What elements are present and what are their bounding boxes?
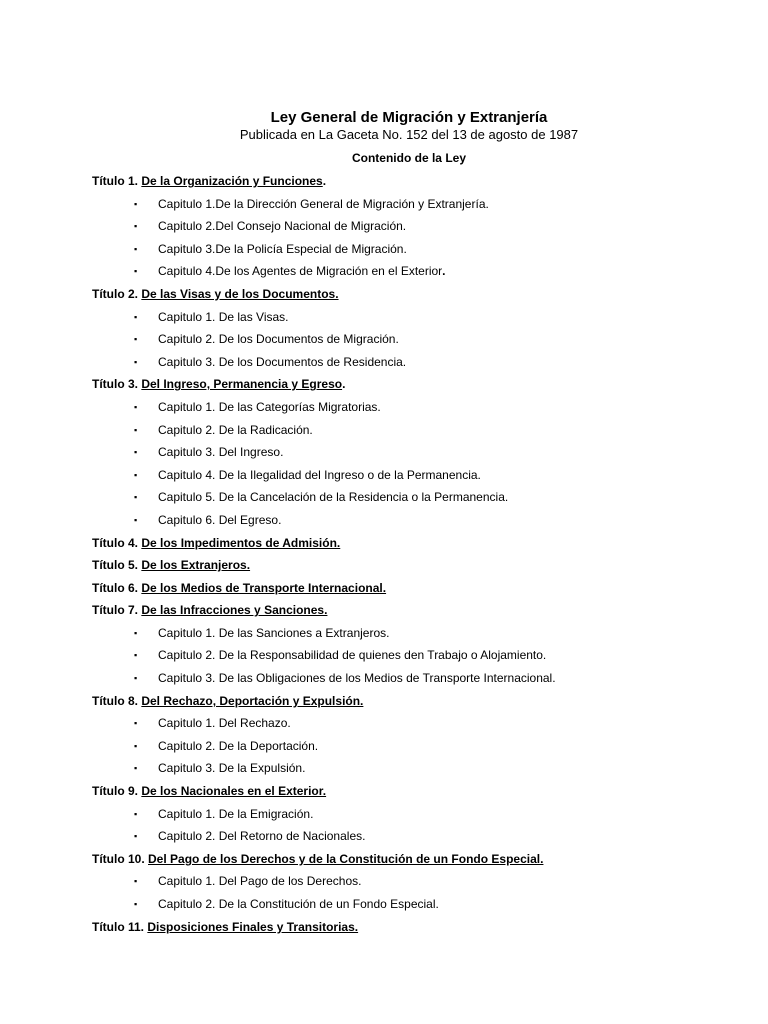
titulo-period: . (322, 174, 327, 188)
titulo-name: Del Pago de los Derechos y de la Constitución de un Fondo Especial. (148, 851, 544, 866)
capitulo-item (92, 509, 752, 532)
titulo-name: Disposiciones Finales y Transitorias. (147, 919, 359, 934)
titulo-heading (92, 916, 752, 939)
table-of-contents (92, 170, 752, 938)
square-bullet-icon: ▪ (134, 831, 138, 842)
titulo-heading (92, 373, 752, 396)
capitulo-text: Capitulo 2. De la Deportación. (158, 738, 319, 753)
titulo-heading (92, 848, 752, 871)
square-bullet-icon: ▪ (134, 334, 138, 345)
capitulo-item (92, 419, 752, 442)
capitulo-item (92, 441, 752, 464)
capitulo-item (92, 306, 752, 329)
square-bullet-icon: ▪ (134, 514, 138, 525)
capitulo-item (92, 351, 752, 374)
square-bullet-icon: ▪ (134, 899, 138, 909)
capitulo-item (92, 238, 752, 261)
document-subtitle: Publicada en La Gaceta No. 152 del 13 de agosto de 1987 (239, 127, 579, 142)
capitulo-text: Capitulo 2.Del Consejo Nacional de Migración. (158, 219, 407, 234)
capitulo-item (92, 735, 752, 758)
capitulo-item (92, 328, 752, 351)
square-bullet-icon: ▪ (134, 718, 138, 729)
capitulo-text: Capitulo 2. Del Retorno de Nacionales. (158, 829, 366, 844)
capitulo-text: Capitulo 1. De las Visas. (158, 309, 289, 324)
square-bullet-icon: ▪ (134, 401, 138, 412)
capitulo-text: Capitulo 3. De las Obligaciones de los Medios de Transporte Internacional. (158, 671, 556, 686)
capitulo-text: Capitulo 1.De la Dirección General de Migración y Extranjería. (158, 196, 489, 211)
titulo-name: De la Organización y Funciones (141, 174, 323, 188)
capitulo-item (92, 870, 752, 893)
titulo-label: Título 11. (92, 919, 148, 934)
capitulo-text: Capitulo 4.De los Agentes de Migración en el Exterior (158, 264, 443, 279)
square-bullet-icon: ▪ (134, 650, 138, 661)
capitulo-item (92, 825, 752, 848)
capitulo-text: Capitulo 2. De la Radicación. (158, 422, 313, 437)
square-bullet-icon: ▪ (134, 221, 138, 232)
capitulo-text: Capitulo 3. De los Documentos de Residencia. (158, 354, 407, 369)
capitulo-item (92, 215, 752, 238)
capitulo-text: Capitulo 1. Del Rechazo. (158, 716, 291, 731)
capitulo-item (92, 644, 752, 667)
titulo-label: Título 5. (92, 558, 142, 573)
square-bullet-icon: ▪ (134, 492, 138, 503)
capitulo-item (92, 260, 752, 283)
capitulo-text: Capitulo 3.De la Policía Especial de Migración. (158, 241, 407, 256)
square-bullet-icon: ▪ (134, 198, 138, 209)
square-bullet-icon: ▪ (134, 266, 138, 277)
capitulo-text: Capitulo 6. Del Egreso. (158, 512, 282, 527)
titulo-heading (92, 599, 752, 622)
titulo-label: Título 10. (92, 851, 149, 866)
capitulo-text: Capitulo 5. De la Cancelación de la Residencia o la Permanencia. (158, 490, 509, 505)
capitulo-item (92, 893, 752, 916)
capitulo-item (92, 464, 752, 487)
square-bullet-icon: ▪ (134, 243, 138, 254)
capitulo-period: . (442, 264, 446, 279)
capitulo-text: Capitulo 1. Del Pago de los Derechos. (158, 874, 362, 889)
titulo-heading (92, 780, 752, 803)
square-bullet-icon: ▪ (134, 356, 138, 367)
capitulo-text: Capitulo 1. De la Emigración. (158, 806, 314, 821)
square-bullet-icon: ▪ (134, 469, 138, 480)
capitulo-item (92, 396, 752, 419)
titulo-period: . (342, 377, 346, 392)
titulo-name: Del Rechazo, Deportación y Expulsión. (141, 693, 364, 708)
titulo-label: Título 2. (92, 286, 142, 301)
capitulo-item (92, 803, 752, 826)
capitulo-item (92, 486, 752, 509)
titulo-heading (92, 554, 752, 577)
titulo-label: Título 9. (92, 784, 142, 799)
capitulo-item (92, 622, 752, 645)
square-bullet-icon: ▪ (134, 627, 138, 638)
titulo-name: Del Ingreso, Permanencia y Egreso (141, 377, 343, 392)
document-title: Ley General de Migración y Extranjería (270, 109, 548, 126)
capitulo-text: Capitulo 2. De los Documentos de Migración. (158, 332, 399, 347)
square-bullet-icon: ▪ (134, 808, 138, 819)
titulo-name: De los Nacionales en el Exterior. (141, 784, 327, 799)
titulo-heading (92, 577, 752, 600)
titulo-label: Título 8. (92, 693, 142, 708)
square-bullet-icon: ▪ (134, 763, 138, 774)
contents-heading: Contenido de la Ley (351, 151, 466, 165)
titulo-name: De las Visas y de los Documentos. (141, 286, 339, 301)
titulo-label: Título 1. (92, 174, 142, 188)
capitulo-item (92, 712, 752, 735)
capitulo-text: Capitulo 2. De la Responsabilidad de quienes den Trabajo o Alojamiento. (158, 648, 547, 663)
titulo-label: Título 6. (92, 580, 142, 595)
titulo-name: De las Infracciones y Sanciones. (141, 603, 328, 618)
titulo-heading (92, 690, 752, 713)
square-bullet-icon: ▪ (134, 424, 138, 435)
titulo-name: De los Extranjeros. (141, 558, 251, 573)
capitulo-text: Capitulo 3. De la Expulsión. (158, 761, 306, 776)
capitulo-item (92, 193, 752, 216)
titulo-name: De los Impedimentos de Admisión. (141, 535, 341, 550)
capitulo-item (92, 757, 752, 780)
square-bullet-icon: ▪ (134, 740, 138, 751)
square-bullet-icon: ▪ (134, 673, 138, 684)
titulo-label: Título 4. (92, 535, 142, 550)
titulo-heading (92, 170, 752, 193)
square-bullet-icon: ▪ (134, 447, 138, 458)
capitulo-text: Capitulo 3. Del Ingreso. (158, 445, 284, 460)
square-bullet-icon: ▪ (134, 876, 138, 887)
capitulo-item (92, 667, 752, 690)
square-bullet-icon: ▪ (134, 311, 138, 322)
titulo-heading (92, 283, 752, 306)
capitulo-text: Capitulo 4. De la Ilegalidad del Ingreso o de la Permanencia. (158, 467, 481, 482)
titulo-heading (92, 532, 752, 555)
titulo-name: De los Medios de Transporte Internacional. (141, 580, 387, 595)
capitulo-text: Capitulo 1. De las Categorías Migratorias. (158, 399, 381, 414)
titulo-label: Título 7. (92, 603, 142, 618)
capitulo-text: Capitulo 2. De la Constitución de un Fondo Especial. (158, 897, 439, 911)
capitulo-text: Capitulo 1. De las Sanciones a Extranjeros. (158, 625, 390, 640)
titulo-label: Título 3. (92, 377, 142, 392)
